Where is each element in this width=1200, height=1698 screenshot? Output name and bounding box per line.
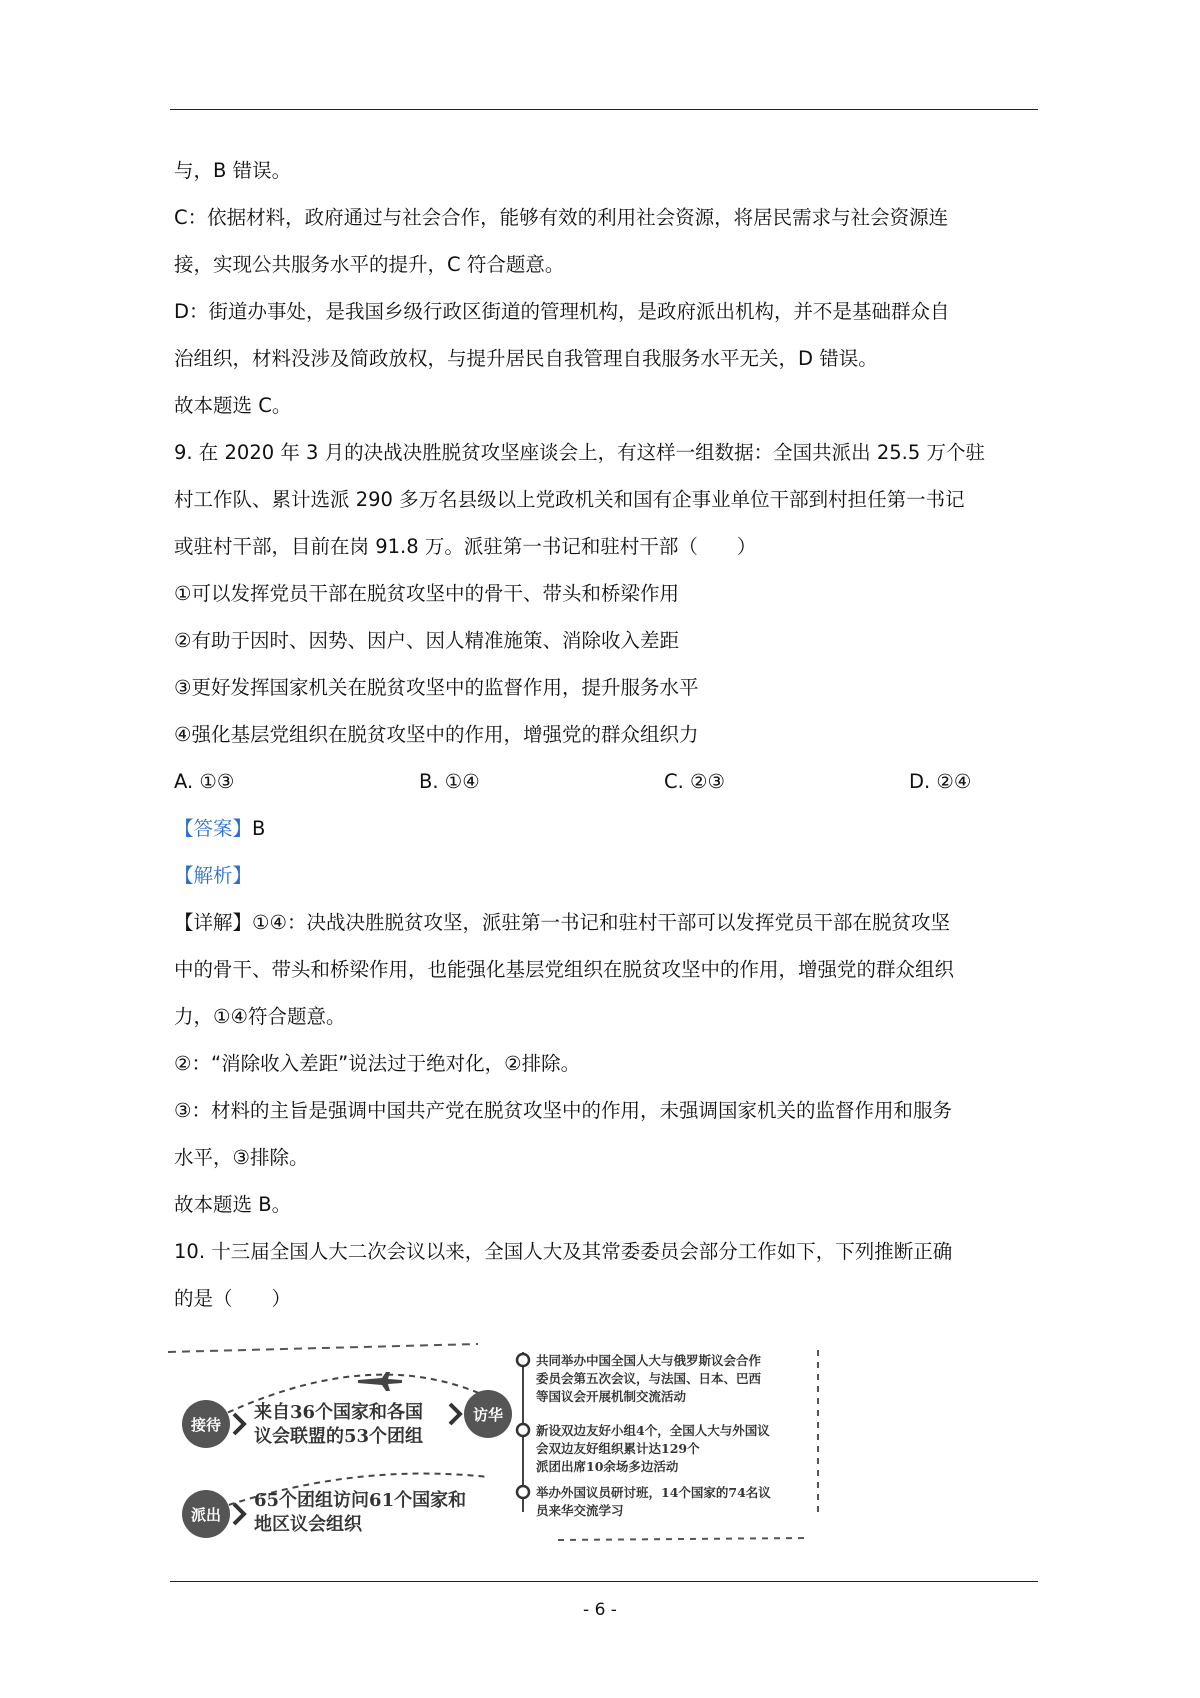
text-line: ②：“消除收入差距”说法过于绝对化，②排除。 [174,1052,581,1075]
question-9-line: 村工作队、累计选派 290 多万名县级以上党政机关和国有企事业单位干部到村担任第一书记 [174,488,965,511]
footer-rule [170,1581,1038,1582]
detail-text: ①④：决战决胜脱贫攻坚，派驻第一书记和驻村干部可以发挥党员干部在脱贫攻坚 [252,911,950,934]
question-10-line: 的是（ ） [174,1287,292,1310]
timeline-item-2-line-1: 新设双边友好小组4个，全国人大与外国议 [536,1423,770,1438]
option-d: D. ②④ [909,770,972,793]
answer-label: 【答案】 [174,817,253,840]
timeline-dot-2 [517,1424,529,1436]
detail-line [174,910,950,936]
detail-label: 【详解】 [174,911,253,934]
timeline-dot-3 [517,1486,529,1498]
answer-line [174,816,265,842]
timeline-dot-1 [517,1354,529,1366]
timeline-item-2-line-2: 会双边友好组织累计达129个 [536,1441,700,1456]
out-text-2: 地区议会组织 [254,1514,362,1535]
circle-out-label: 派出 [190,1506,222,1524]
timeline-item-2-line-3: 派团出席10余场多边活动 [536,1459,679,1474]
figure-left-panel [168,1344,512,1538]
text-line: ③：材料的主旨是强调中国共产党在脱贫攻坚中的作用，未强调国家机关的监督作用和服务 [174,1099,952,1122]
text-line: D：街道办事处，是我国乡级行政区街道的管理机构，是政府派出机构，并不是基础群众自 [174,300,950,323]
timeline-item-1-line-1: 共同举办中国全国人大与俄罗斯议会合作 [536,1353,762,1368]
timeline-item-1-line-3: 等国议会开展机制交流活动 [536,1389,687,1404]
detail-line: 中的骨干、带头和桥梁作用，也能强化基层党组织在脱贫攻坚中的作用，增强党的群众组织 [174,958,955,981]
timeline-item-1-line-2: 委员会第五次会议，与法国、日本、巴西 [536,1371,762,1386]
circle-receive-label: 接待 [190,1416,222,1434]
statement-1: ①可以发挥党员干部在脱贫攻坚中的骨干、带头和桥梁作用 [174,582,679,605]
question-10-line: 10. 十三届全国人大二次会议以来，全国人大及其常委委员会部分工作如下，下列推断正确 [174,1240,953,1263]
detail-line: 力，①④符合题意。 [174,1005,346,1028]
text-line: 与，B 错误。 [174,159,292,182]
figure-right-panel [517,1350,818,1540]
answer-value: B [252,817,266,840]
receive-text-2: 议会联盟的53个团组 [254,1426,424,1447]
page-number: - 6 - [583,1600,617,1620]
out-text-1: 65个团组访问61个国家和 [254,1490,467,1511]
text-line: 故本题选 B。 [174,1193,292,1216]
question-9-line: 或驻村干部，目前在岗 91.8 万。派驻第一书记和驻村干部（ ） [174,535,757,558]
header-rule [170,109,1038,110]
option-c: C. ②③ [664,770,725,793]
statement-2: ②有助于因时、因势、因户、因人精准施策、消除收入差距 [174,629,679,652]
question-9-line: 9. 在 2020 年 3 月的决战决胜脱贫攻坚座谈会上，有这样一组数据：全国共派出 25.5 万个驻 [174,441,985,464]
analysis-label: 【解析】 [174,864,253,887]
option-a: A. ①③ [174,770,235,793]
timeline-item-3-line-1: 举办外国议员研讨班，14个国家的74名议 [536,1485,771,1500]
statement-3: ③更好发挥国家机关在脱贫攻坚中的监督作用，提升服务水平 [174,676,699,699]
text-line: C：依据材料，政府通过与社会合作，能够有效的利用社会资源，将居民需求与社会资源连 [174,206,949,229]
text-line: 故本题选 C。 [174,394,292,417]
question-10-figure [168,1342,908,1552]
timeline-item-3-line-2: 员来华交流学习 [536,1503,624,1518]
receive-text-1: 来自36个国家和各国 [254,1402,424,1423]
circle-visit-label: 访华 [472,1406,504,1424]
text-line: 水平，③排除。 [174,1146,309,1169]
text-line: 治组织，材料没涉及简政放权，与提升居民自我管理自我服务水平无关，D 错误。 [174,347,878,370]
text-line: 接，实现公共服务水平的提升，C 符合题意。 [174,253,565,276]
option-b: B. ①④ [419,770,480,793]
statement-4: ④强化基层党组织在脱贫攻坚中的作用，增强党的群众组织力 [174,723,699,746]
